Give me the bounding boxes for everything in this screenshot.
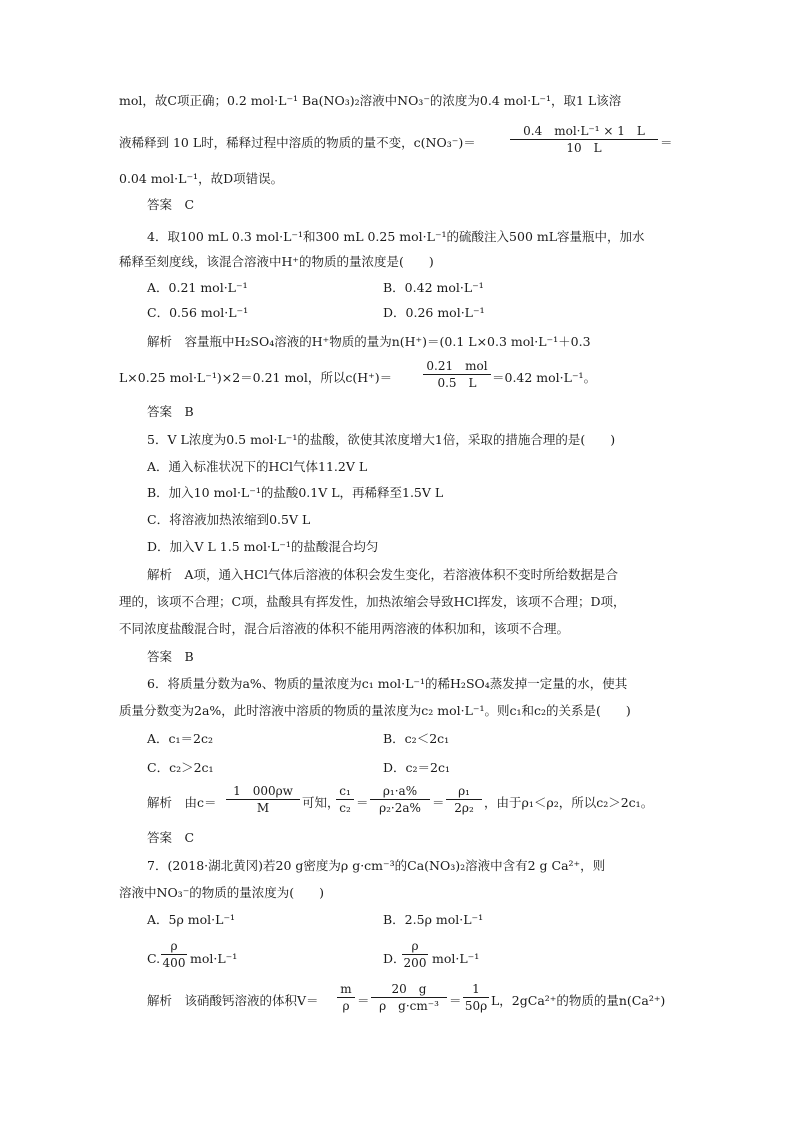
option-b: B．c₂＜2c₁ [383, 731, 450, 746]
text-line: 液稀释到 10 L时，稀释过程中溶质的物质的量不变，c(NO₃⁻)＝ [119, 135, 476, 150]
text-line: 可知， [302, 795, 340, 810]
fraction-denominator: 2ρ₂ [454, 801, 474, 815]
fraction-numerator: 0.21 mol [423, 359, 491, 375]
option-unit: mol·L⁻¹ [190, 951, 238, 966]
question-text: 5．V L浓度为0.5 mol·L⁻¹的盐酸，欲使其浓度增大1倍，采取的措施合理的是( ) [147, 432, 616, 447]
text-line: ＝ [357, 993, 370, 1008]
text-line: ，由于ρ₁＜ρ₂，所以c₂＞2c₁。 [484, 795, 654, 810]
fraction-denominator: c₂ [339, 801, 351, 815]
text-line: mol，故C项正确；0.2 mol·L⁻¹ Ba(NO₃)₂溶液中NO₃⁻的浓度为0.4 mol·L⁻¹，取1 L该溶 [119, 93, 622, 108]
text-line: ＝ [356, 795, 369, 810]
fraction-denominator: 50ρ [464, 999, 488, 1013]
explanation-text: 理的，该项不合理；C项，盐酸具有挥发性，加热浓缩会导致HCl挥发，该项不合理；D项， [119, 594, 626, 609]
option-c: C．0.56 mol·L⁻¹ [147, 305, 249, 320]
question-text: 4．取100 mL 0.3 mol·L⁻¹和300 mL 0.25 mol·L⁻¹的硫酸注入500 mL容量瓶中，加水 [147, 229, 645, 244]
option-a: A．0.21 mol·L⁻¹ [147, 280, 248, 295]
fraction-numerator: m [337, 982, 355, 998]
option-unit: mol·L⁻¹ [432, 951, 480, 966]
text-line: ＝ [660, 135, 673, 150]
text-line: L，2gCa²⁺的物质的量n(Ca²⁺) [491, 993, 666, 1008]
fraction-numerator: ρ [161, 939, 187, 955]
fraction-numerator: 20 g [371, 982, 447, 998]
fraction-denominator: 400 [162, 956, 186, 970]
text-line: 解析 该硝酸钙溶液的体积V＝ [147, 993, 319, 1008]
fraction [446, 784, 482, 815]
fraction-denominator: 10 L [566, 141, 602, 155]
fraction [370, 784, 430, 815]
text-line: 0.04 mol·L⁻¹，故D项错误。 [119, 171, 284, 186]
fraction-numerator: 0.4 mol·L⁻¹ × 1 L [510, 124, 658, 140]
fraction-numerator: ρ₁ [446, 784, 482, 800]
option-b: B．0.42 mol·L⁻¹ [383, 280, 484, 295]
option-a: A．c₁＝2c₂ [147, 731, 214, 746]
answer-label: 答案 C [147, 830, 195, 845]
question-text: 稀释至刻度线，该混合溶液中H⁺的物质的量浓度是( ) [119, 254, 434, 269]
fraction-numerator: ρ [402, 939, 428, 955]
fraction [402, 939, 428, 970]
option-b: B．2.5ρ mol·L⁻¹ [383, 912, 484, 927]
option-c: C．c₂＞2c₁ [147, 760, 214, 775]
fraction-denominator: ρ g·cm⁻³ [379, 999, 439, 1013]
fraction [161, 939, 187, 970]
option-d: D． [383, 951, 406, 966]
fraction-denominator: M [256, 801, 270, 815]
option-c: C．将溶液加热浓缩到0.5V L [147, 512, 311, 527]
fraction-numerator: 1 000ρw [226, 784, 300, 800]
fraction-numerator: c₁ [336, 784, 354, 800]
option-d: D．0.26 mol·L⁻¹ [383, 305, 485, 320]
fraction [371, 982, 447, 1013]
question-text: 6．将质量分数为a%、物质的量浓度为c₁ mol·L⁻¹的稀H₂SO₄蒸发掉一定量的水，使其 [147, 676, 628, 691]
explanation-text: 不同浓度盐酸混合时，混合后溶液的体积不能用两溶液的体积加和，该项不合理。 [119, 621, 570, 636]
answer-label: 答案 B [147, 649, 194, 664]
fraction-denominator: 0.5 L [437, 376, 477, 390]
text-line: ＝ [432, 795, 445, 810]
fraction-denominator: 200 [403, 956, 427, 970]
text-line: ＝0.42 mol·L⁻¹。 [492, 370, 597, 385]
explanation-text: 解析 A项，通入HCl气体后溶液的体积会发生变化，若溶液体积不变时所给数据是合 [147, 567, 618, 582]
fraction [337, 982, 355, 1013]
fraction [463, 982, 489, 1013]
fraction-denominator: ρ [342, 999, 350, 1013]
explanation-text: 解析 容量瓶中H₂SO₄溶液的H⁺物质的量为n(H⁺)＝(0.1 L×0.3 mol·L⁻¹＋0.3 [147, 334, 591, 349]
fraction [226, 784, 300, 815]
question-text: 7．(2018·湖北黄冈)若20 g密度为ρ g·cm⁻³的Ca(NO₃)₂溶液中含有2 g Ca²⁺，则 [147, 858, 606, 873]
option-b: B．加入10 mol·L⁻¹的盐酸0.1V L，再稀释至1.5V L [147, 485, 444, 500]
answer-label: 答案 B [147, 404, 194, 419]
fraction-numerator: ρ₁·a% [370, 784, 430, 800]
text-line: ＝ [449, 993, 462, 1008]
fraction-denominator: ρ₂·2a% [379, 801, 421, 815]
fraction-numerator: 1 [463, 982, 489, 998]
option-c: C. [147, 951, 161, 966]
fraction [510, 124, 658, 155]
text-line: 解析 由c＝ [147, 795, 217, 810]
question-text: 溶液中NO₃⁻的物质的量浓度为( ) [119, 885, 325, 900]
answer-label: 答案 C [147, 197, 195, 212]
option-a: A．通入标准状况下的HCl气体11.2V L [147, 459, 368, 474]
option-d: D．加入V L 1.5 mol·L⁻¹的盐酸混合均匀 [147, 539, 379, 554]
option-d: D．c₂＝2c₁ [383, 760, 450, 775]
explanation-text: L×0.25 mol·L⁻¹)×2＝0.21 mol，所以c(H⁺)＝ [119, 370, 393, 385]
option-a: A．5ρ mol·L⁻¹ [147, 912, 236, 927]
question-text: 质量分数变为2a%，此时溶液中溶质的物质的量浓度为c₂ mol·L⁻¹。则c₁和c₂的关系是( ) [119, 703, 631, 718]
fraction [336, 784, 354, 815]
fraction [423, 359, 491, 390]
